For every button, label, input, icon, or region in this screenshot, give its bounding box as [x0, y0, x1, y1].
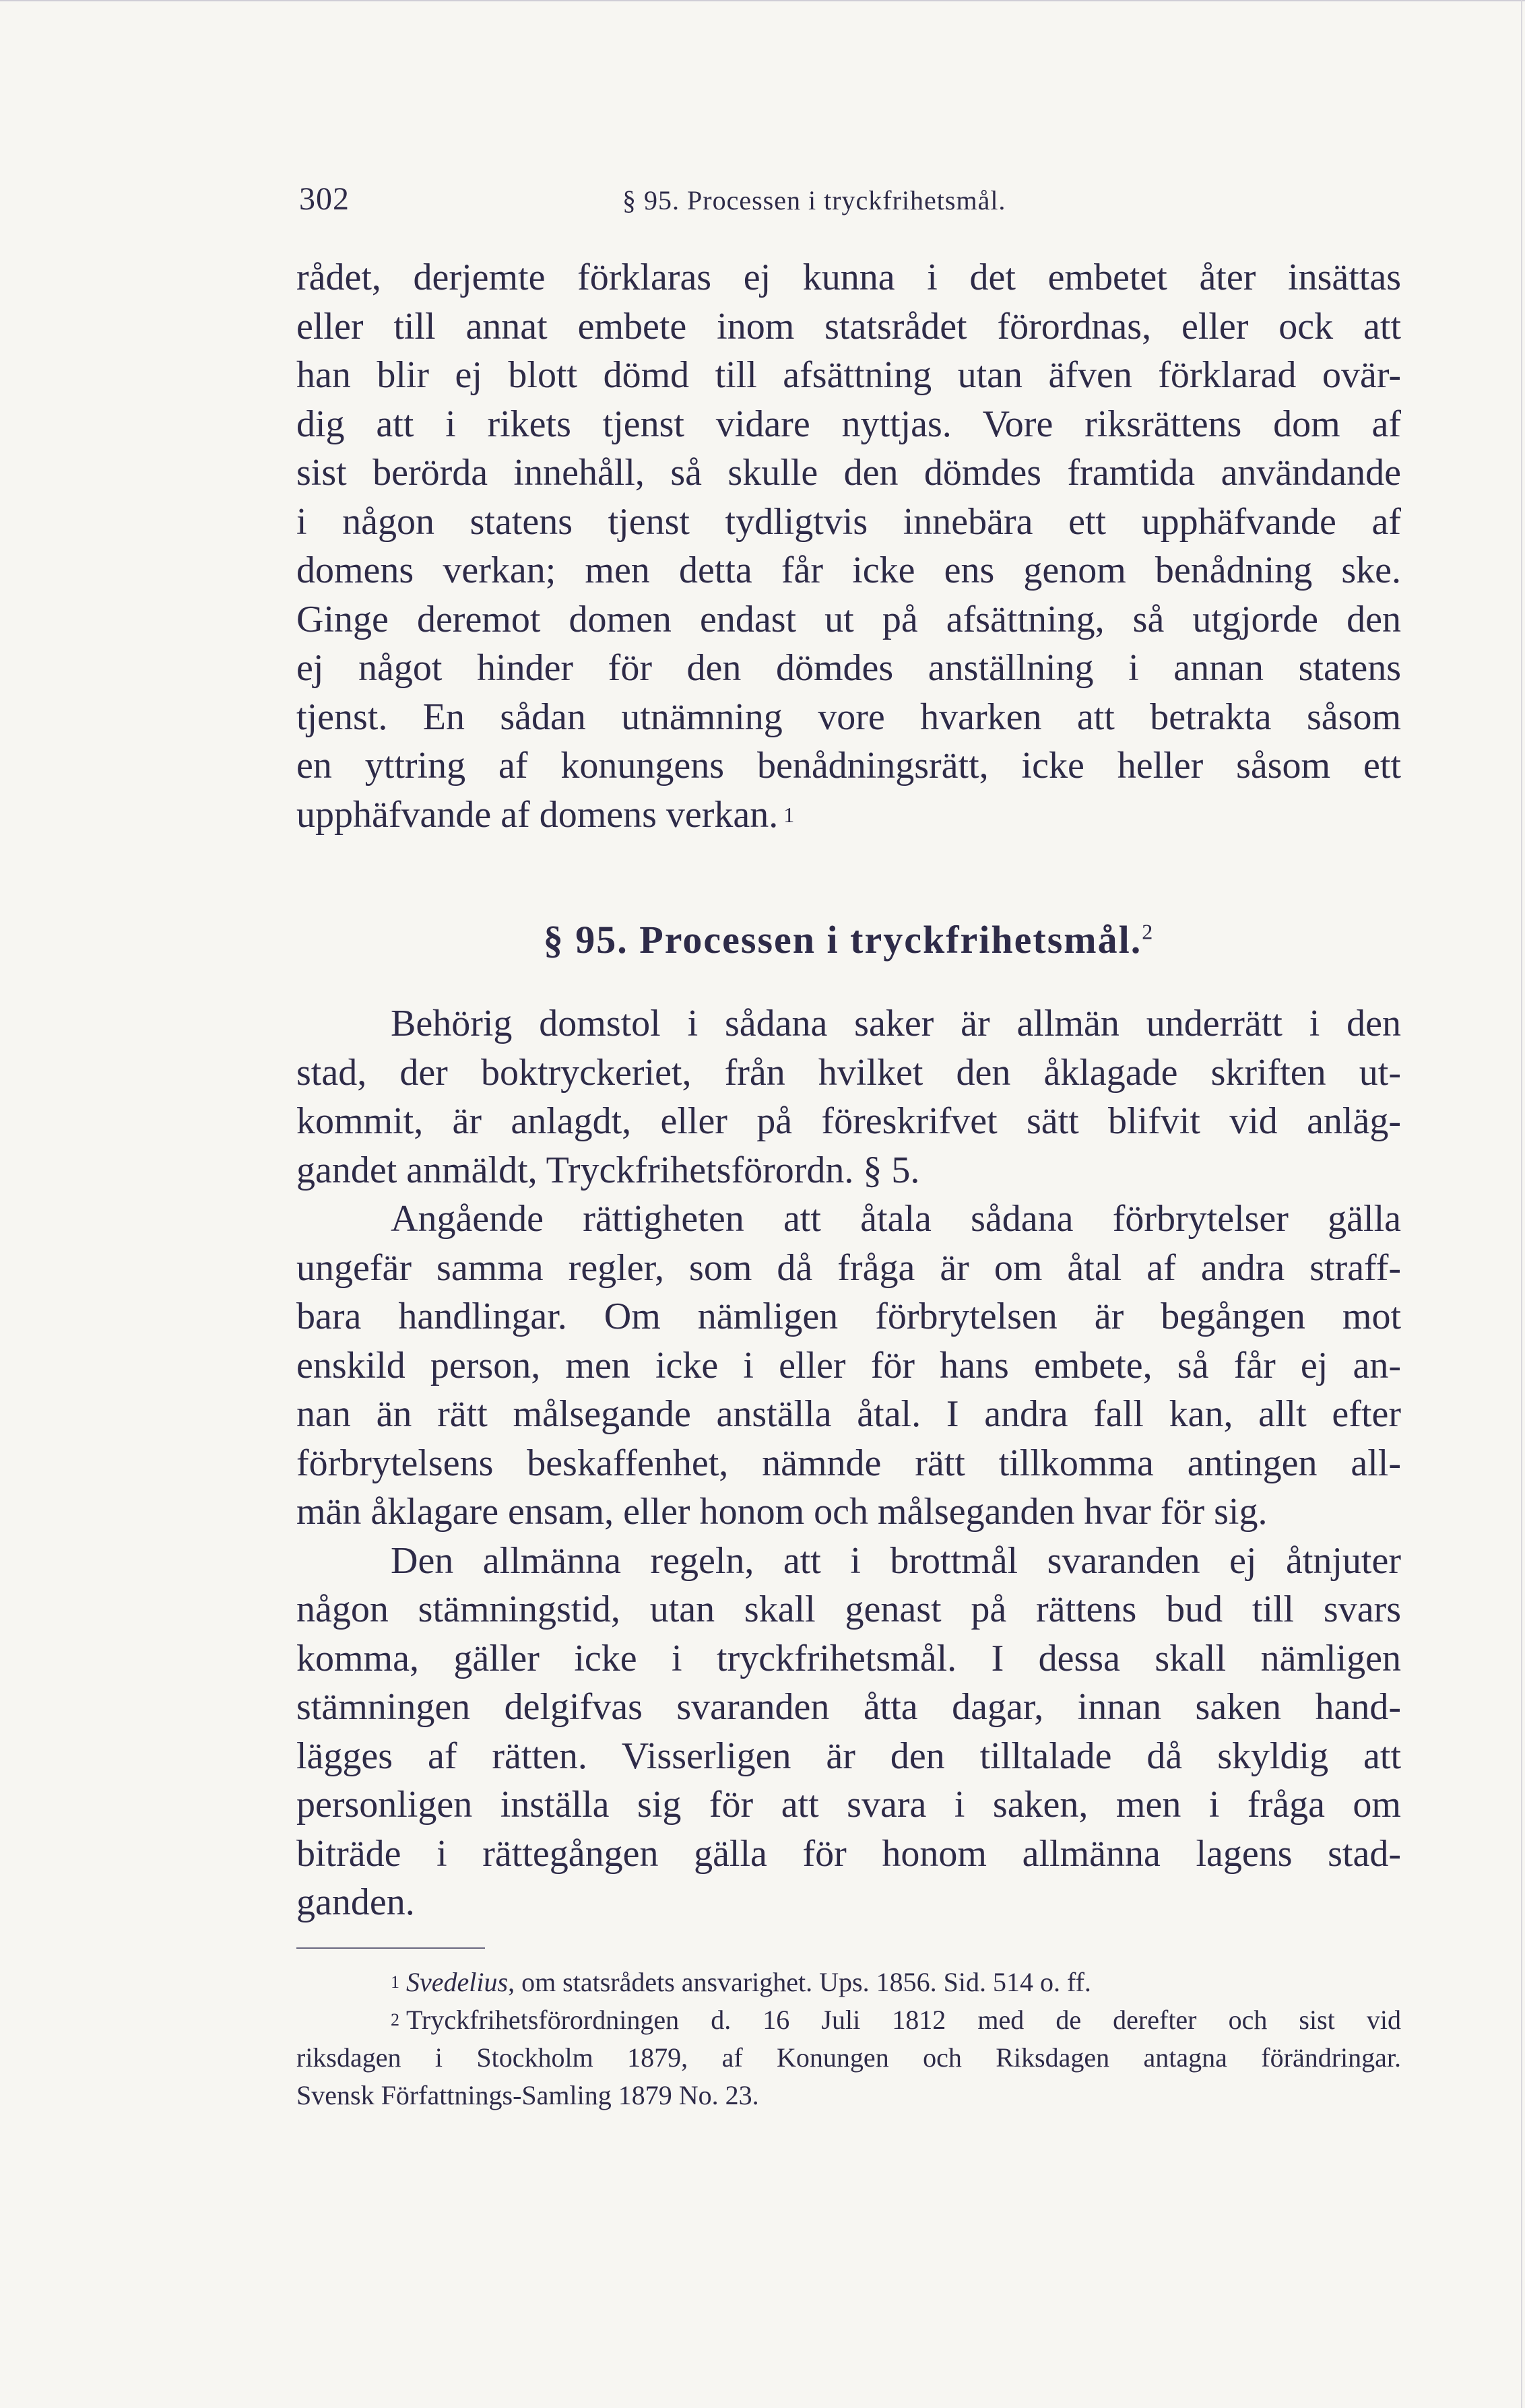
text-line: en yttring af konungens benådningsrätt, icke heller såsom ett — [296, 745, 1401, 787]
running-title: § 95. Processen i tryckfrihetsmål. — [622, 185, 1006, 215]
text-line: stad, der boktryckeriet, från hvilket den åklagade skriften ut- — [296, 1051, 1401, 1094]
footnote-1-text: , om statsrådets ansvarighet. Ups. 1856. Sid. 514 o. ff. — [508, 1967, 1091, 1997]
text-line: bara handlingar. Om nämligen förbrytelsen är begången mot — [296, 1296, 1401, 1337]
text-line: i någon statens tjenst tydligtvis innebära ett upphäfvande af — [296, 500, 1401, 543]
text-line: män åklagare ensam, eller honom och målseganden hvar för sig. — [296, 1491, 1268, 1533]
footnote-ref-2[interactable]: 2 — [1142, 919, 1155, 944]
text-line: tjenst. En sådan utnämning vore hvarken att betrakta såsom — [296, 696, 1401, 738]
footnote-2-mark: 2 — [391, 2010, 399, 2030]
footnote-2-line: Svensk Författnings-Samling 1879 No. 23. — [296, 2080, 759, 2110]
text-line: ganden. — [296, 1881, 415, 1923]
footnote-1 — [296, 1964, 1401, 2001]
text-line: Ginge deremot domen endast ut på afsättning, så utgjorde den — [296, 598, 1401, 640]
page-top-edge — [0, 0, 1525, 1]
footnote-2-line: Tryckfrihetsförordningen d. 16 Juli 1812 med de derefter och sist vid — [406, 2005, 1401, 2035]
text-line: han blir ej blott dömd till afsättning utan äfven förklarad ovär- — [296, 354, 1401, 396]
footnote-2 — [296, 2001, 1401, 2039]
text-line: någon stämningstid, utan skall genast på rättens bud till svars — [296, 1588, 1401, 1630]
text-line: ej något hinder för den dömdes anställning i annan statens — [296, 647, 1401, 689]
text-line: kommit, är anlagdt, eller på föreskrifvet sätt blifvit vid anläg- — [296, 1100, 1401, 1142]
text-line: förbrytelsens beskaffenhet, nämnde rätt tillkomma antingen all- — [296, 1442, 1401, 1484]
text-line: sist berörda innehåll, så skulle den dömdes framtida användande — [296, 452, 1401, 494]
page-number: 302 — [299, 181, 350, 217]
paragraph-court — [296, 999, 1401, 1927]
text-line: ungefär samma regler, som då fråga är om åtal af andra straff- — [296, 1246, 1401, 1289]
page-right-edge — [1521, 0, 1522, 2408]
footnote-ref-1[interactable]: 1 — [783, 802, 795, 827]
text-line: Den allmänna regeln, att i brottmål svaranden ej åtnjuter — [391, 1539, 1401, 1582]
paragraph-continuation — [296, 253, 1401, 839]
text-line: Angående rättigheten att åtala sådana förbrytelser gälla — [391, 1198, 1401, 1240]
text-line-content: upphäfvande af domens verkan. — [296, 793, 779, 836]
text-line: lägges af rätten. Visserligen är den tilltalade då skyldig att — [296, 1735, 1401, 1777]
text-line: eller till annat embete inom statsrådet förordnas, eller ock att — [296, 305, 1401, 347]
page-header — [296, 180, 1401, 221]
footnote-divider — [296, 1947, 485, 1949]
text-line: dig att i rikets tjenst vidare nyttjas. Vore riksrättens dom af — [296, 403, 1401, 445]
section-title: § 95. Processen i tryckfrihetsmål. — [543, 918, 1142, 962]
text-line: personligen inställa sig för att svara i saken, men i fråga om — [296, 1784, 1401, 1826]
text-line: biträde i rättegången gälla för honom allmänna lagens stad- — [296, 1832, 1401, 1875]
footnotes — [296, 1964, 1401, 2114]
section-heading — [296, 917, 1401, 971]
text-line: komma, gäller icke i tryckfrihetsmål. I dessa skall nämligen — [296, 1637, 1401, 1679]
footnote-1-author: Svedelius — [406, 1967, 509, 1997]
text-line — [296, 791, 1401, 840]
text-line: enskild person, men icke i eller för hans embete, så får ej an- — [296, 1344, 1401, 1386]
text-line: gandet anmäldt, Tryckfrihetsförordn. § 5. — [296, 1149, 920, 1191]
footnote-1-mark: 1 — [391, 1972, 399, 1992]
text-line: rådet, derjemte förklaras ej kunna i det embetet åter insättas — [296, 257, 1401, 298]
text-line: nan än rätt målsegande anställa åtal. I andra fall kan, allt efter — [296, 1393, 1401, 1435]
text-line: Behörig domstol i sådana saker är allmän underrätt i den — [391, 1003, 1401, 1044]
footnote-2-line: riksdagen i Stockholm 1879, af Konungen och Riksdagen antagna förändringar. — [296, 2042, 1401, 2073]
text-line: stämningen delgifvas svaranden åtta dagar, innan saken hand- — [296, 1686, 1401, 1728]
text-line: domens verkan; men detta får icke ens genom benådning ske. — [296, 549, 1401, 591]
